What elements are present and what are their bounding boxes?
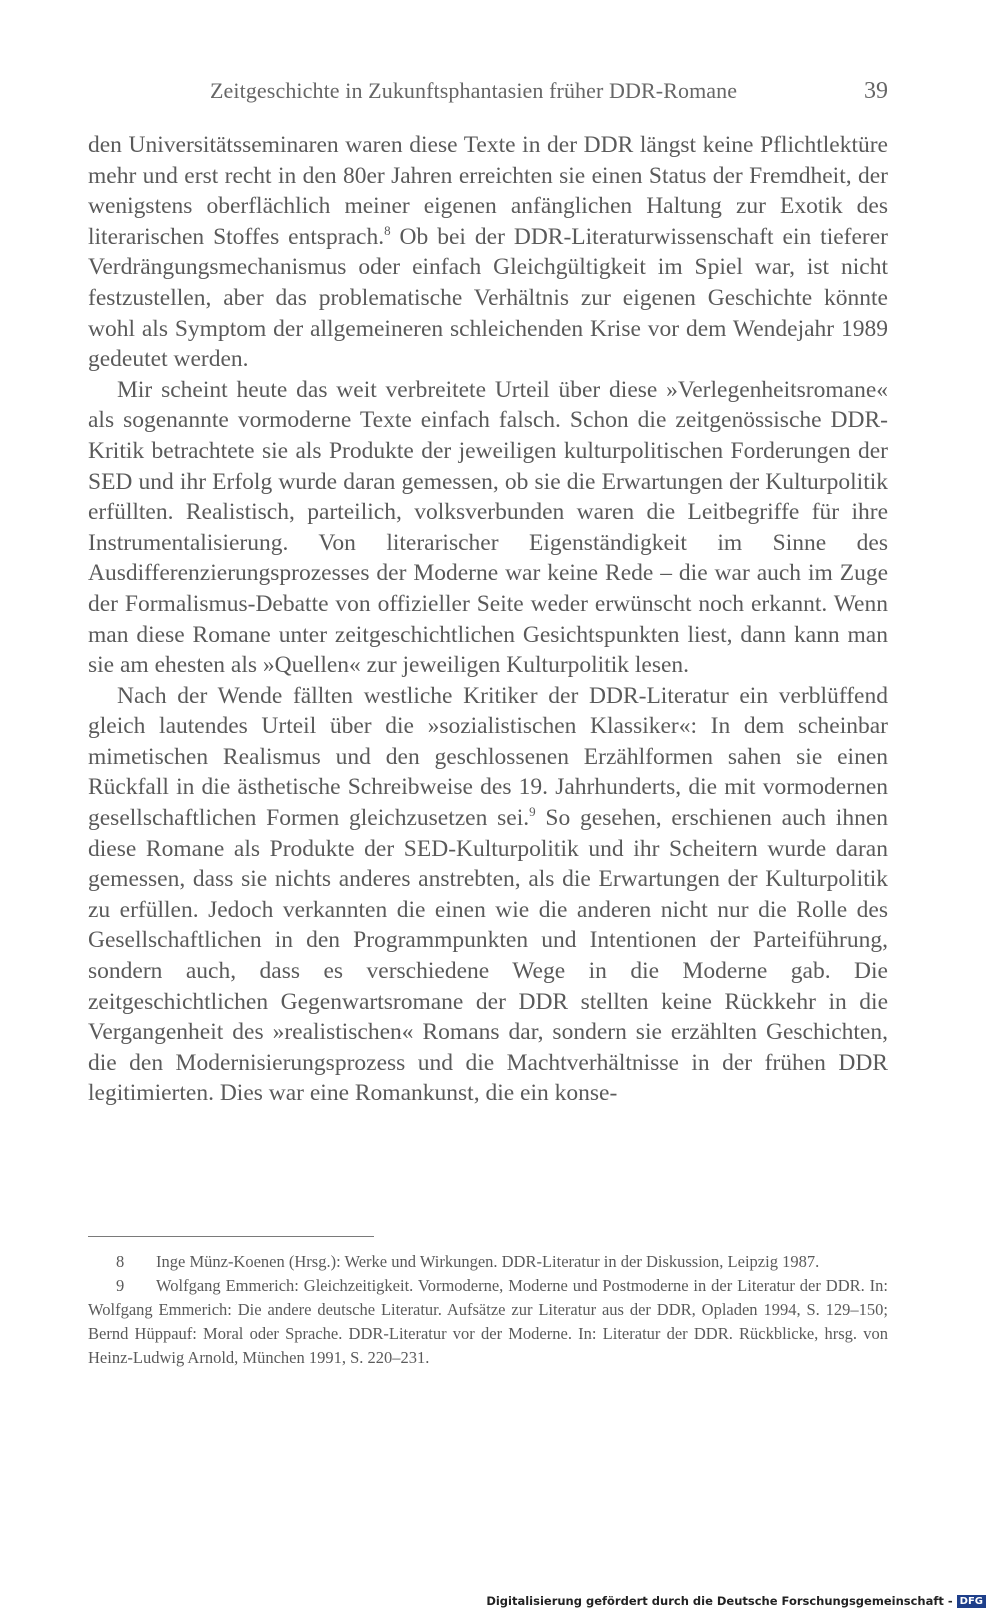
footnote-9 <box>88 1274 888 1370</box>
paragraph-1-text-a: den Universitätsseminaren waren diese Texte in der DDR längst keine Pflichtlektüre mehr und erst recht in den 80er Jahren erreichten sie einen Status der Fremdheit, der wenigstens oberflächlich meiner eigenen anfänglichen Haltung zur Exotik des literarischen Stoffes entsprach. <box>88 132 888 250</box>
footnote-separator <box>88 1236 374 1237</box>
footnote-text: Wolfgang Emmerich: Gleichzeitigkeit. Vormoderne, Moderne und Postmoderne in der Literatur der DDR. In: Wolfgang Emmerich: Die andere deutsche Literatur. Aufsätze zur Literatur aus der DDR, Opladen 1994, S. 129–150; Bernd Hüppauf: Moral oder Sprache. DDR-Literatur vor der Moderne. In: Literatur der DDR. Rückblicke, hrsg. von Heinz-Ludwig Arnold, München 1991, S. 220–231. <box>88 1276 888 1367</box>
footnote-number: 9 <box>116 1276 125 1295</box>
footnote-8 <box>88 1250 888 1274</box>
footnote-ref-9[interactable]: 9 <box>529 804 536 820</box>
running-title: Zeitgeschichte in Zukunftsphantasien früher DDR-Romane <box>210 78 738 103</box>
paragraph-3-text-b: So gesehen, erschienen auch ihnen diese Romane als Produkte der SED-Kulturpolitik und ihr Scheitern wurde daran gemessen, dass sie nichts anderes anstrebten, als die Erwartungen der Kulturpolitik zu erfüllen. Jedoch verkannten die einen wie die anderen nicht nur die Rolle des Gesellschaftlichen in den Programmpunkten und Intentionen der Parteiführung, sondern auch, dass es verschiedene Wege in die Moderne gab. Die zeitgeschichtlichen Gegenwartsromane der DDR stellten keine Rückkehr in die Vergangenheit des »realistischen« Romans dar, sondern sie erzählten Geschichten, die den Modernisierungsprozess und die Machtverhältnisse in der frühen DDR legitimierten. Dies war eine Romankunst, die ein konse- <box>88 805 888 1107</box>
dfg-logo: DFG <box>957 1595 986 1608</box>
footnote-number: 8 <box>116 1252 125 1271</box>
body-text <box>88 130 888 1109</box>
paragraph-2: Mir scheint heute das weit verbreitete Urteil über diese »Verlegenheitsromane« als sogenannte vormoderne Texte einfach falsch. Schon die zeitgenössische DDR-Kritik betrachtete sie als Produkte der jeweiligen kulturpolitischen Forderungen der SED und ihr Erfolg wurde daran gemessen, ob sie die Erwartungen der Kulturpolitik erfüllten. Realistisch, parteilich, volksverbunden waren die Leitbegriffe für ihre Instrumentalisierung. Von literarischer Eigenständigkeit im Sinne des Ausdifferenzierungsprozesses der Moderne war keine Rede – die war auch im Zuge der Formalismus-Debatte von offizieller Seite weder erwünscht noch erkannt. Wenn man diese Romane unter zeitgeschichtlichen Gesichtspunkten liest, dann kann man sie am ehesten als »Quellen« zur jeweiligen Kulturpolitik lesen. <box>88 376 888 679</box>
paragraph-3 <box>88 681 888 1109</box>
footnote-text: Inge Münz-Koenen (Hrsg.): Werke und Wirkungen. DDR-Literatur in der Diskussion, Leipzig 1987. <box>156 1252 820 1271</box>
paragraph-1 <box>88 130 888 375</box>
funding-footer <box>486 1594 986 1612</box>
paragraph-3-text-a: Nach der Wende fällten westliche Kritiker der DDR-Literatur ein verblüffend gleich lautendes Urteil über die »sozialistischen Klassiker«: In dem scheinbar mimetischen Realismus und den geschlossenen Erzählformen sahen sie einen Rückfall in die ästhetische Schreibweise des 19. Jahrhunderts, die mit vormodernen gesellschaftlichen Formen gleichzusetzen sei. <box>88 682 888 832</box>
paragraph-1-text-b: Ob bei der DDR-Literaturwissenschaft ein tieferer Verdrängungsmechanismus oder einfach Gleichgültigkeit im Spiel war, ist nicht festzustellen, aber das problematische Verhältnis zur eigenen Geschichte könnte wohl als Symptom der allgemeineren schleichenden Krise vor dem Wendejahr 1989 gedeutet werden. <box>88 223 889 373</box>
running-head <box>88 78 888 108</box>
page-number: 39 <box>864 78 888 104</box>
footnote-ref-8[interactable]: 8 <box>384 222 391 238</box>
footnotes <box>88 1250 888 1370</box>
funding-note: Digitalisierung gefördert durch die Deutsche Forschungsgemeinschaft - <box>486 1594 953 1608</box>
